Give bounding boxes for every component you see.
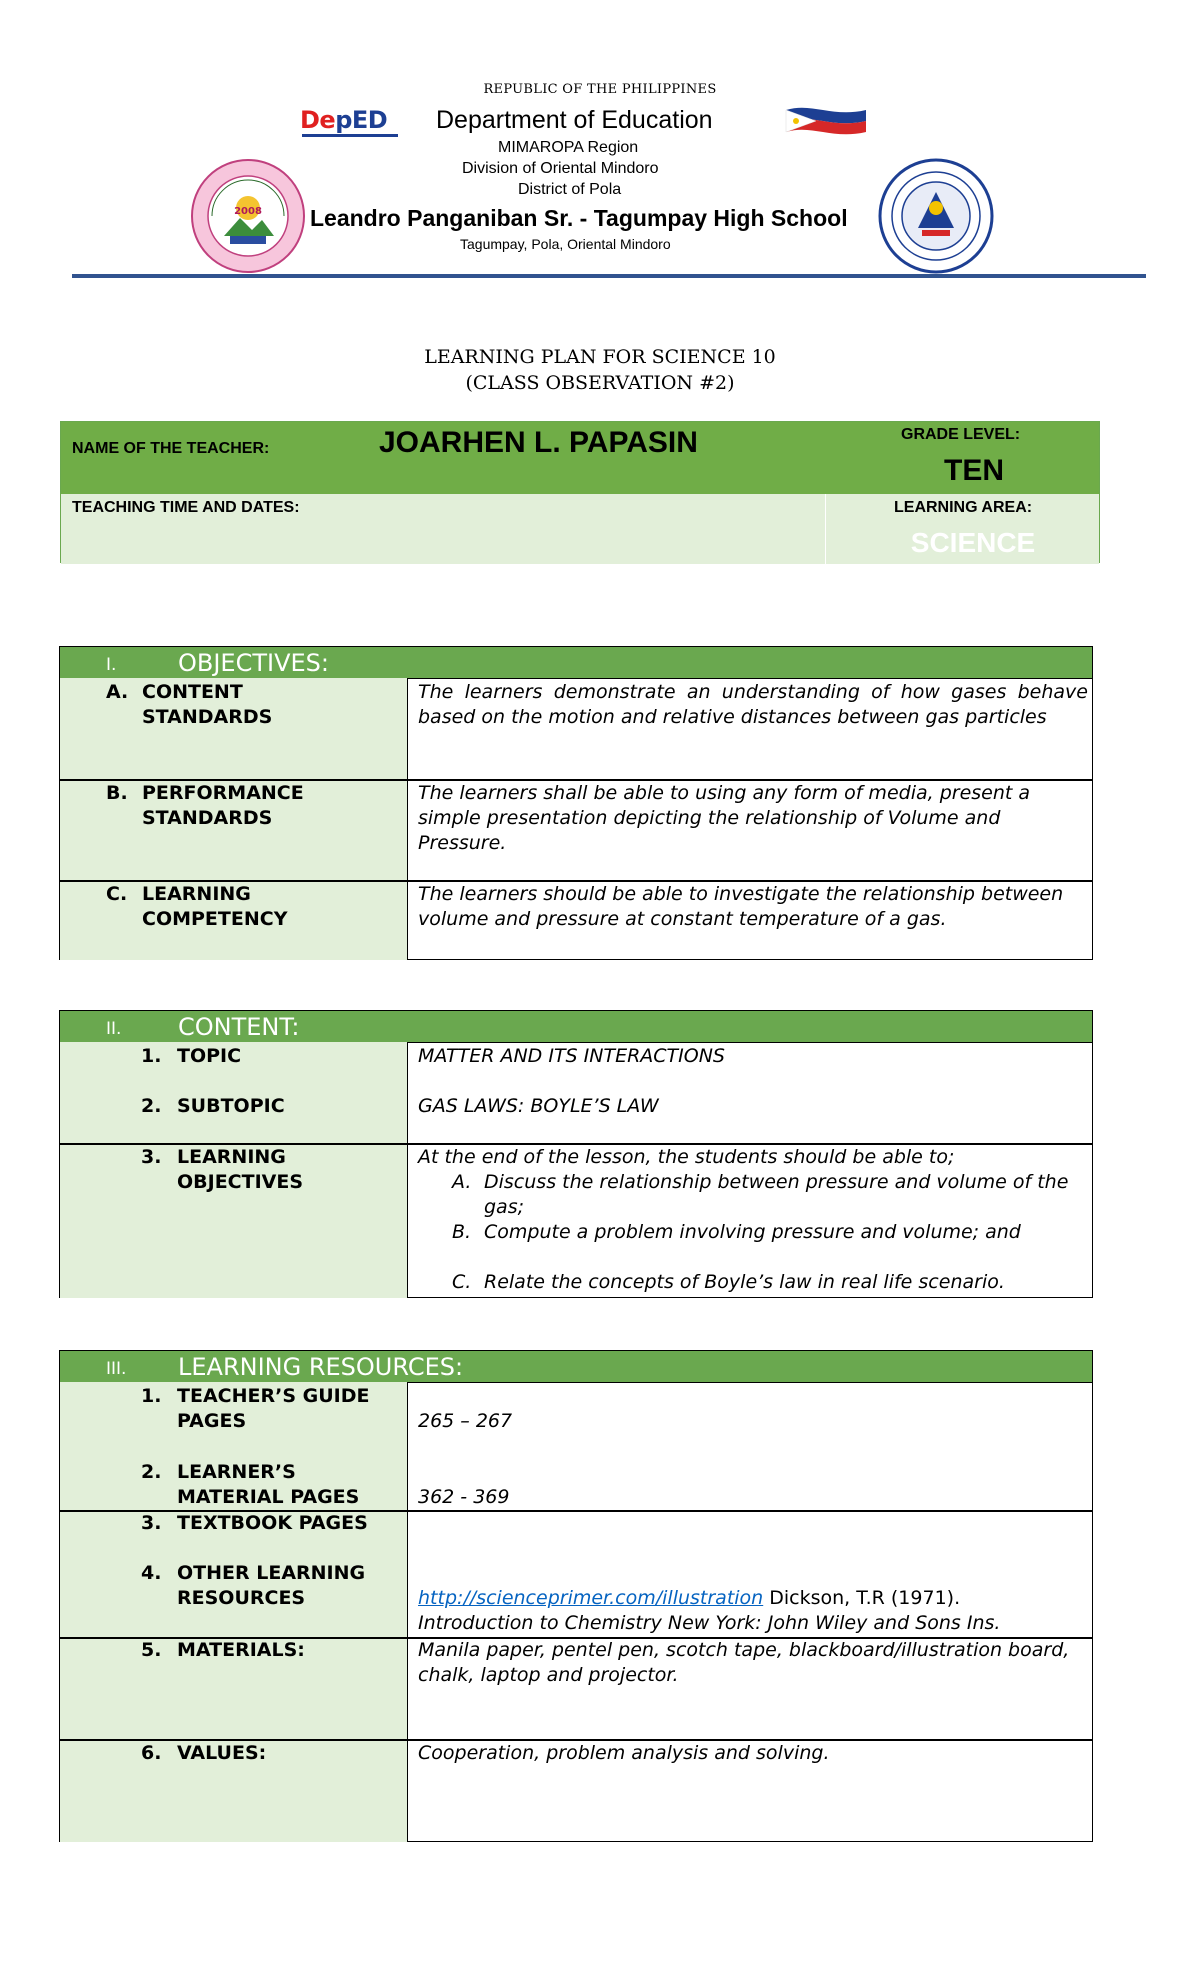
learning-objectives-label: 3. LEARNING OBJECTIVES <box>141 1146 304 1193</box>
learning-competency-label: C. LEARNING COMPETENCY <box>106 883 288 930</box>
school-address: Tagumpay, Pola, Oriental Mindoro <box>460 236 671 252</box>
objective-item: Relate the concepts of Boyle’s law in real life scenario. <box>484 1271 1005 1293</box>
learners-material-label: 2. LEARNER’S MATERIAL PAGES <box>141 1461 360 1508</box>
department-name: Department of Education <box>436 106 713 134</box>
teacher-name-label: NAME OF THE TEACHER: <box>72 440 270 457</box>
subtopic-value: GAS LAWS: BOYLE’S LAW <box>418 1095 659 1117</box>
plan-title-line1: LEARNING PLAN FOR SCIENCE 10 <box>424 346 776 368</box>
content-table <box>59 1010 1093 1298</box>
objectives-header <box>60 647 1092 679</box>
objective-bullet: B. <box>452 1221 472 1243</box>
content-header <box>60 1011 1092 1043</box>
resource-author: Dickson, T.R (1971). <box>763 1587 961 1609</box>
subtopic-label: 2. SUBTOPIC <box>141 1095 285 1117</box>
plan-title-line2: (CLASS OBSERVATION #2) <box>465 372 735 394</box>
learning-area-label: LEARNING AREA: <box>894 499 1033 516</box>
teachers-guide-label: 1. TEACHER’S GUIDE PAGES <box>141 1385 370 1432</box>
resource-link[interactable]: http://scienceprimer.com/illustration <box>418 1587 764 1609</box>
school-seal-icon <box>190 158 306 274</box>
learners-material-pages: 362 - 369 <box>418 1486 510 1508</box>
other-resources-text <box>418 1586 1088 1636</box>
values-value: Cooperation, problem analysis and solving. <box>418 1742 830 1764</box>
plan-title <box>0 344 1200 396</box>
teacher-name-value: JOARHEN L. PAPASIN <box>379 426 698 459</box>
philippine-flag-icon <box>782 104 868 138</box>
learning-resources-title: LEARNING RESOURCES: <box>178 1353 464 1381</box>
objective-bullet: A. <box>452 1171 472 1193</box>
materials-label: 5. MATERIALS: <box>141 1639 305 1661</box>
objective-item: Discuss the relationship between pressure and volume of the gas; <box>484 1171 1069 1218</box>
textbook-pages-label: 3. TEXTBOOK PAGES <box>141 1512 368 1534</box>
grade-level-value: TEN <box>944 454 1004 487</box>
grade-level-label: GRADE LEVEL: <box>901 426 1021 443</box>
header-divider <box>72 274 1146 278</box>
content-number: II. <box>106 1019 122 1039</box>
deped-logo-underline <box>302 134 398 137</box>
values-label: 6. VALUES: <box>141 1742 267 1764</box>
learning-resources-number: III. <box>106 1359 127 1379</box>
content-standards-label: A. CONTENT STANDARDS <box>106 681 273 728</box>
deped-logo <box>300 106 400 142</box>
learning-resources-header <box>60 1351 1092 1383</box>
learning-resources-table <box>59 1350 1093 1842</box>
region-name: MIMAROPA Region <box>498 139 639 156</box>
performance-standards-text: The learners shall be able to using any form of media, present a simple presentation depicting the relationship of Volume and Pressure. <box>418 782 1031 854</box>
deped-logo-text-b: pED <box>335 106 388 134</box>
seal-year: 2008 <box>234 206 262 217</box>
objective-bullet: C. <box>452 1271 472 1293</box>
materials-value: Manila paper, pentel pen, scotch tape, blackboard/illustration board, chalk, laptop and projector. <box>418 1639 1070 1686</box>
topic-value: MATTER AND ITS INTERACTIONS <box>418 1045 725 1067</box>
teachers-guide-pages: 265 – 267 <box>418 1410 513 1432</box>
content-standards-text: The learners demonstrate an understanding of how gases behave based on the motion and relative distances between gas particles <box>418 681 1088 728</box>
district-name: District of Pola <box>518 181 622 198</box>
learning-objectives-list <box>418 1145 1088 1295</box>
learning-area-value: SCIENCE <box>910 527 1036 558</box>
other-resources-label: 4. OTHER LEARNING RESOURCES <box>141 1562 366 1609</box>
objectives-number: I. <box>106 655 117 675</box>
topic-label: 1. TOPIC <box>141 1045 242 1067</box>
deped-seal-icon <box>878 158 994 274</box>
teaching-time-label: TEACHING TIME AND DATES: <box>72 499 300 516</box>
resources-label-column <box>60 1382 408 1842</box>
objectives-table <box>59 646 1093 960</box>
teacher-info-table <box>60 421 1100 563</box>
teacher-info-divider <box>825 494 826 564</box>
learning-objectives-intro: At the end of the lesson, the students should be able to; <box>418 1146 955 1168</box>
content-title: CONTENT: <box>178 1013 300 1041</box>
performance-standards-label: B. PERFORMANCE STANDARDS <box>106 782 304 829</box>
deped-logo-text-a: De <box>300 106 336 134</box>
objective-item: Compute a problem involving pressure and volume; and <box>484 1221 1021 1243</box>
division-name: Division of Oriental Mindoro <box>462 160 659 177</box>
learning-competency-text: The learners should be able to investigate the relationship between volume and pressure at constant temperature of a gas. <box>418 883 1064 930</box>
resource-citation: Introduction to Chemistry New York: John Wiley and Sons Ins. <box>418 1612 1001 1634</box>
school-name: Leandro Panganiban Sr. - Tagumpay High School <box>310 205 848 231</box>
objectives-title: OBJECTIVES: <box>178 649 329 677</box>
republic-heading: REPUBLIC OF THE PHILIPPINES <box>483 82 717 97</box>
